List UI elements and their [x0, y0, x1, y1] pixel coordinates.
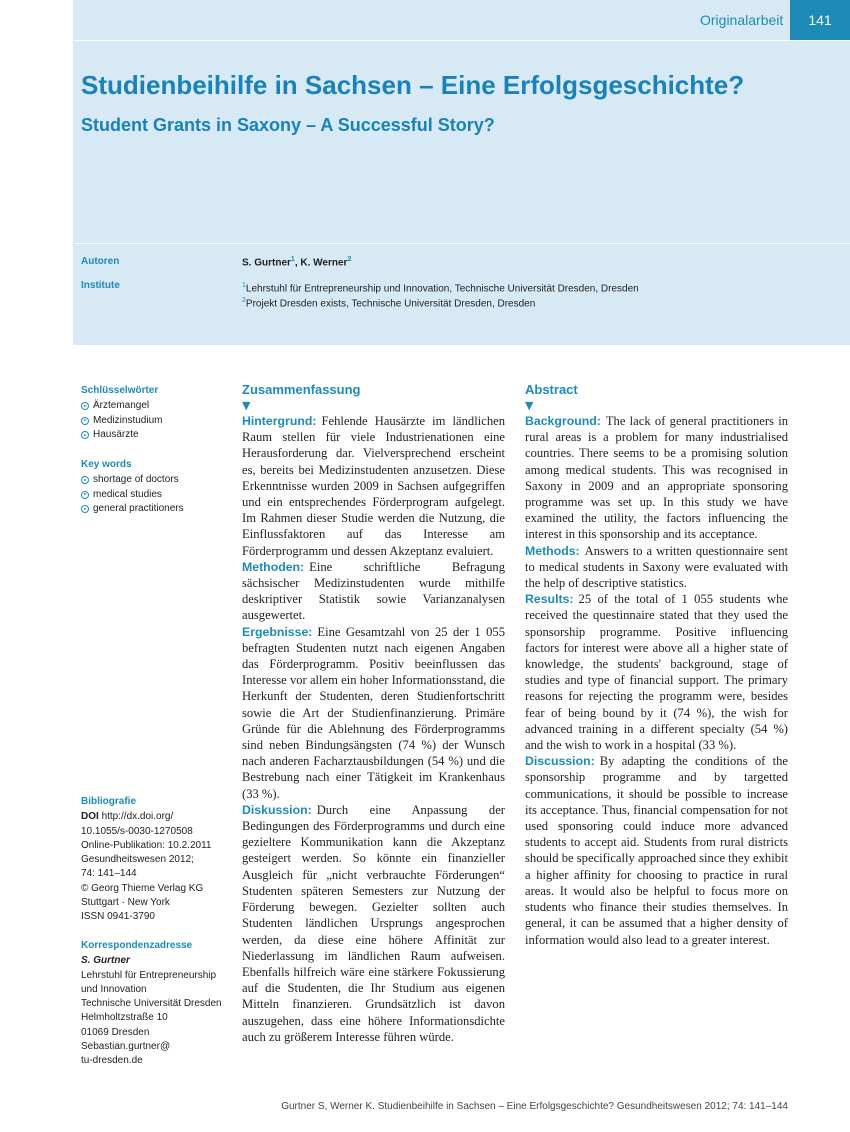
text-background: The lack of general practitioners in rural areas is a problem for many industrialised countries. There seems to be a promising solution among medical students. This was recognised in Saxony in 2009 and an appropriate sponsoring programme was set up. In this study we have examined the utility, the factors influencing the interest in this sponsorship and its acceptance. [525, 414, 788, 542]
author-1: S. Gurtner [242, 257, 291, 269]
keywords-german-heading: Schlüsselwörter [81, 385, 159, 396]
author-1-affiliation: 1 [290, 256, 295, 263]
institutes-label: Institute [81, 280, 120, 291]
page-number: 141 [790, 0, 850, 40]
correspondence [81, 939, 231, 1069]
subhead-background: Background: [525, 414, 601, 428]
title-german: Studienbeihilfe in Sachsen – Eine Erfolgsgeschichte? [81, 70, 745, 100]
bullet-arrow-icon [81, 505, 89, 513]
bullet-arrow-icon [81, 476, 89, 484]
text-methods: Answers to a written questionnaire sent to medical students in Saxony were evaluated with the help of descriptive statistics. [525, 543, 788, 591]
email-part-2: tu-dresden.de [81, 1055, 143, 1067]
bibliography-heading: Bibliografie [81, 796, 137, 807]
doi-label: DOI [81, 811, 99, 823]
section-label: Originalarbeit [700, 12, 784, 28]
keywords-english-heading: Key words [81, 459, 132, 470]
keyword-label: medical studies [93, 488, 162, 500]
bibliography-line: Online-Publikation: 10.2.2011 [81, 839, 212, 851]
abstract [525, 381, 788, 948]
zusammenfassung [242, 381, 505, 1045]
institute-2: Projekt Dresden exists, Technische Universität Dresden, Dresden [245, 298, 536, 310]
bibliography-line: 74: 141–144 [81, 868, 137, 880]
keyword-label: shortage of doctors [93, 474, 179, 486]
subhead-discussion: Discussion: [525, 754, 595, 769]
institute-1-number: 1 [242, 282, 246, 289]
keyword-item [81, 428, 231, 442]
paragraph-results [525, 591, 788, 753]
paragraph-methods [525, 543, 788, 592]
bibliography-line: Stuttgart · New York [81, 897, 170, 909]
header-divider [73, 40, 850, 41]
bullet-arrow-icon [81, 417, 89, 425]
bibliography-line: 10.1055/s-0030-1270508 [81, 825, 193, 837]
subhead-ergebnisse: Ergebnisse: [242, 624, 313, 639]
keyword-item [81, 414, 231, 428]
subhead-methods: Methods: [525, 543, 580, 558]
abstract-heading: Abstract [525, 382, 578, 397]
correspondence-line: Lehrstuhl für Entrepreneurship [81, 969, 217, 981]
keyword-item [81, 399, 231, 413]
text-hintergrund: Fehlende Hausärzte im ländlichen Raum stellen für viele Industrienationen eine Herausforderung dar. Vielversprechend erscheint es, bereits bei Medizinstudenten anzusetzen. Diese Erkenntnisse wurden 2009 in Sachsen aufgegriffen und ein entsprechendes Förderprogram aufgelegt. Im Rahmen dieser Studie werden die Nutzung, die Einflussfaktoren auf das Interesse am Förderprogramm und dessen Akzeptanz evaluiert. [242, 414, 505, 558]
subhead-results: Results: [525, 592, 574, 607]
bullet-arrow-icon [81, 491, 89, 499]
bibliography [81, 795, 231, 925]
keyword-label: Ärztemangel [93, 400, 150, 412]
paragraph-discussion [525, 753, 788, 947]
bibliography-line: © Georg Thieme Verlag KG [81, 882, 204, 894]
keyword-label: Hausärzte [93, 428, 139, 440]
paragraph-hintergrund [242, 413, 505, 559]
text-discussion: By adapting the conditions of the sponsorship programme and by targetted communications, it should be possible to increase its acceptance. Thus, financial compensation for not used sponsoring could induce more advanced students to accept aid. Students from rural districts should be specifically approached since they exhibit a higher affinity for choosing to practice in rural areas. It would also be helpful to focus more on students who finance their studies themselves. In general, it can be assumed that a higher density of information would also lead to a greater interest. [525, 754, 788, 947]
institute-2-number: 2 [242, 297, 246, 305]
bullet-arrow-icon [81, 402, 89, 410]
correspondence-line: Technische Universität Dresden [81, 998, 222, 1010]
keywords-english [81, 458, 231, 516]
correspondence-line: Helmholtzstraße 10 [81, 1012, 168, 1024]
title-english: Student Grants in Saxony – A Successful Story? [81, 115, 495, 135]
subhead-methoden: Methoden: [242, 559, 305, 574]
institute-1: Lehrstuhl für Entrepreneurship und Innovation, Technische Universität Dresden, Dresden [245, 283, 639, 295]
correspondence-line: 01069 Dresden [81, 1026, 150, 1038]
zusammenfassung-heading: Zusammenfassung [242, 382, 361, 397]
author-separator: , [294, 257, 301, 269]
keyword-item [81, 473, 231, 487]
text-methoden: Eine schriftliche Befragung sächsischer Medizinstudenten wurde mithilfe deskriptiver Statistik sowie Varianzanalysen ausgewertet. [242, 559, 505, 623]
correspondence-line: und Innovation [81, 983, 147, 995]
triangle-marker-icon: ▼ [525, 399, 534, 412]
paragraph-background [525, 413, 788, 543]
paragraph-ergebnisse [242, 624, 505, 802]
footer-citation: Gurtner S, Werner K. Studienbeihilfe in Sachsen – Eine Erfolgsgeschichte? Gesundheitswesen 2012; 74: 141–144 [281, 1101, 788, 1112]
subhead-diskussion: Diskussion: [242, 802, 312, 817]
keyword-label: Medizinstudium [93, 414, 163, 426]
author-2: K. Werner [300, 257, 348, 269]
meta-divider [73, 243, 850, 244]
authors [242, 256, 351, 268]
triangle-marker-icon: ▼ [242, 399, 251, 412]
keyword-label: general practitioners [93, 502, 184, 514]
bibliography-line: Gesundheitswesen 2012; [81, 854, 194, 866]
authors-label: Autoren [81, 256, 120, 267]
paragraph-methoden [242, 559, 505, 624]
correspondence-heading: Korrespondenzadresse [81, 940, 193, 951]
institutes [242, 280, 639, 311]
correspondence-name: S. Gurtner [81, 955, 130, 967]
keyword-item [81, 488, 231, 502]
email-part-1: Sebastian.gurtner@ [81, 1041, 171, 1053]
paragraph-diskussion [242, 802, 505, 1045]
bibliography-line: ISSN 0941-3790 [81, 911, 155, 923]
correspondence-email[interactable] [81, 1040, 231, 1069]
bullet-arrow-icon [81, 431, 89, 439]
doi-value[interactable]: http://dx.doi.org/ [101, 811, 174, 823]
keyword-item [81, 502, 231, 516]
text-diskussion: Durch eine Anpassung der Bedingungen des Förderprogramms und durch eine gezieltere Kommunikation kann die Akzeptanz gesteigert werden. So könnte ein finanzieller Ausgleich für „nicht verbrauchte Förderungen“ Studenten späteren Semesters zur Nutzung der Förderung bewegen. Gezielter sollten auch Studenten ländlichen Ursprungs angesprochen werden, da diese eine höhere Affinität zur Niederlassung im ländlichen Raum aufweisen. Ebenfalls hilfreich wäre eine stärkere Fokussierung auf die Studenten, die Ihr Studium aus eigenen Mitteln finanzieren. Grundsätzlich ist davon auszugehen, dass eine höhere Informationsdichte auch zu größerem Interesse führen würde. [242, 802, 505, 1044]
author-2-affiliation: 2 [347, 256, 352, 263]
subhead-hintergrund: Hintergrund: [242, 414, 317, 428]
doi-line [81, 810, 231, 824]
text-results: 25 of the total of 1 055 students whe received the questinnaire stated that they used the sponsorship programme. Positive influencing factors for interest were above all a higher state of knowledge, the students' background, stage of studies and type of financial support. The primary reasons for rejecting the programm were, besides fear of being bound by it (74 %), the wish for advanced training in a different specialty (54 %) and the wish to work in a hospital (33 %). [525, 592, 788, 753]
keywords-german [81, 384, 231, 442]
text-ergebnisse: Eine Gesamtzahl von 25 der 1 055 befragten Studenten nutzt nach eigenen Angaben das Förderprogramm. Positiv beeinflussen das Interesse vor allem ein hoher Informationsstand, die Herkunft der Studenten, deren Studienfortschritt sowie die Art der Studienfinanzierung. Primäre Gründe für die Ablehnung des Förderprogramms sind neben Bindungsängsten (74 %) der Wunsch nach anderen Facharztausbildungen (54 %) und die Bestrebung nach einer Tätigkeit im Krankenhaus (33 %). [242, 624, 505, 801]
